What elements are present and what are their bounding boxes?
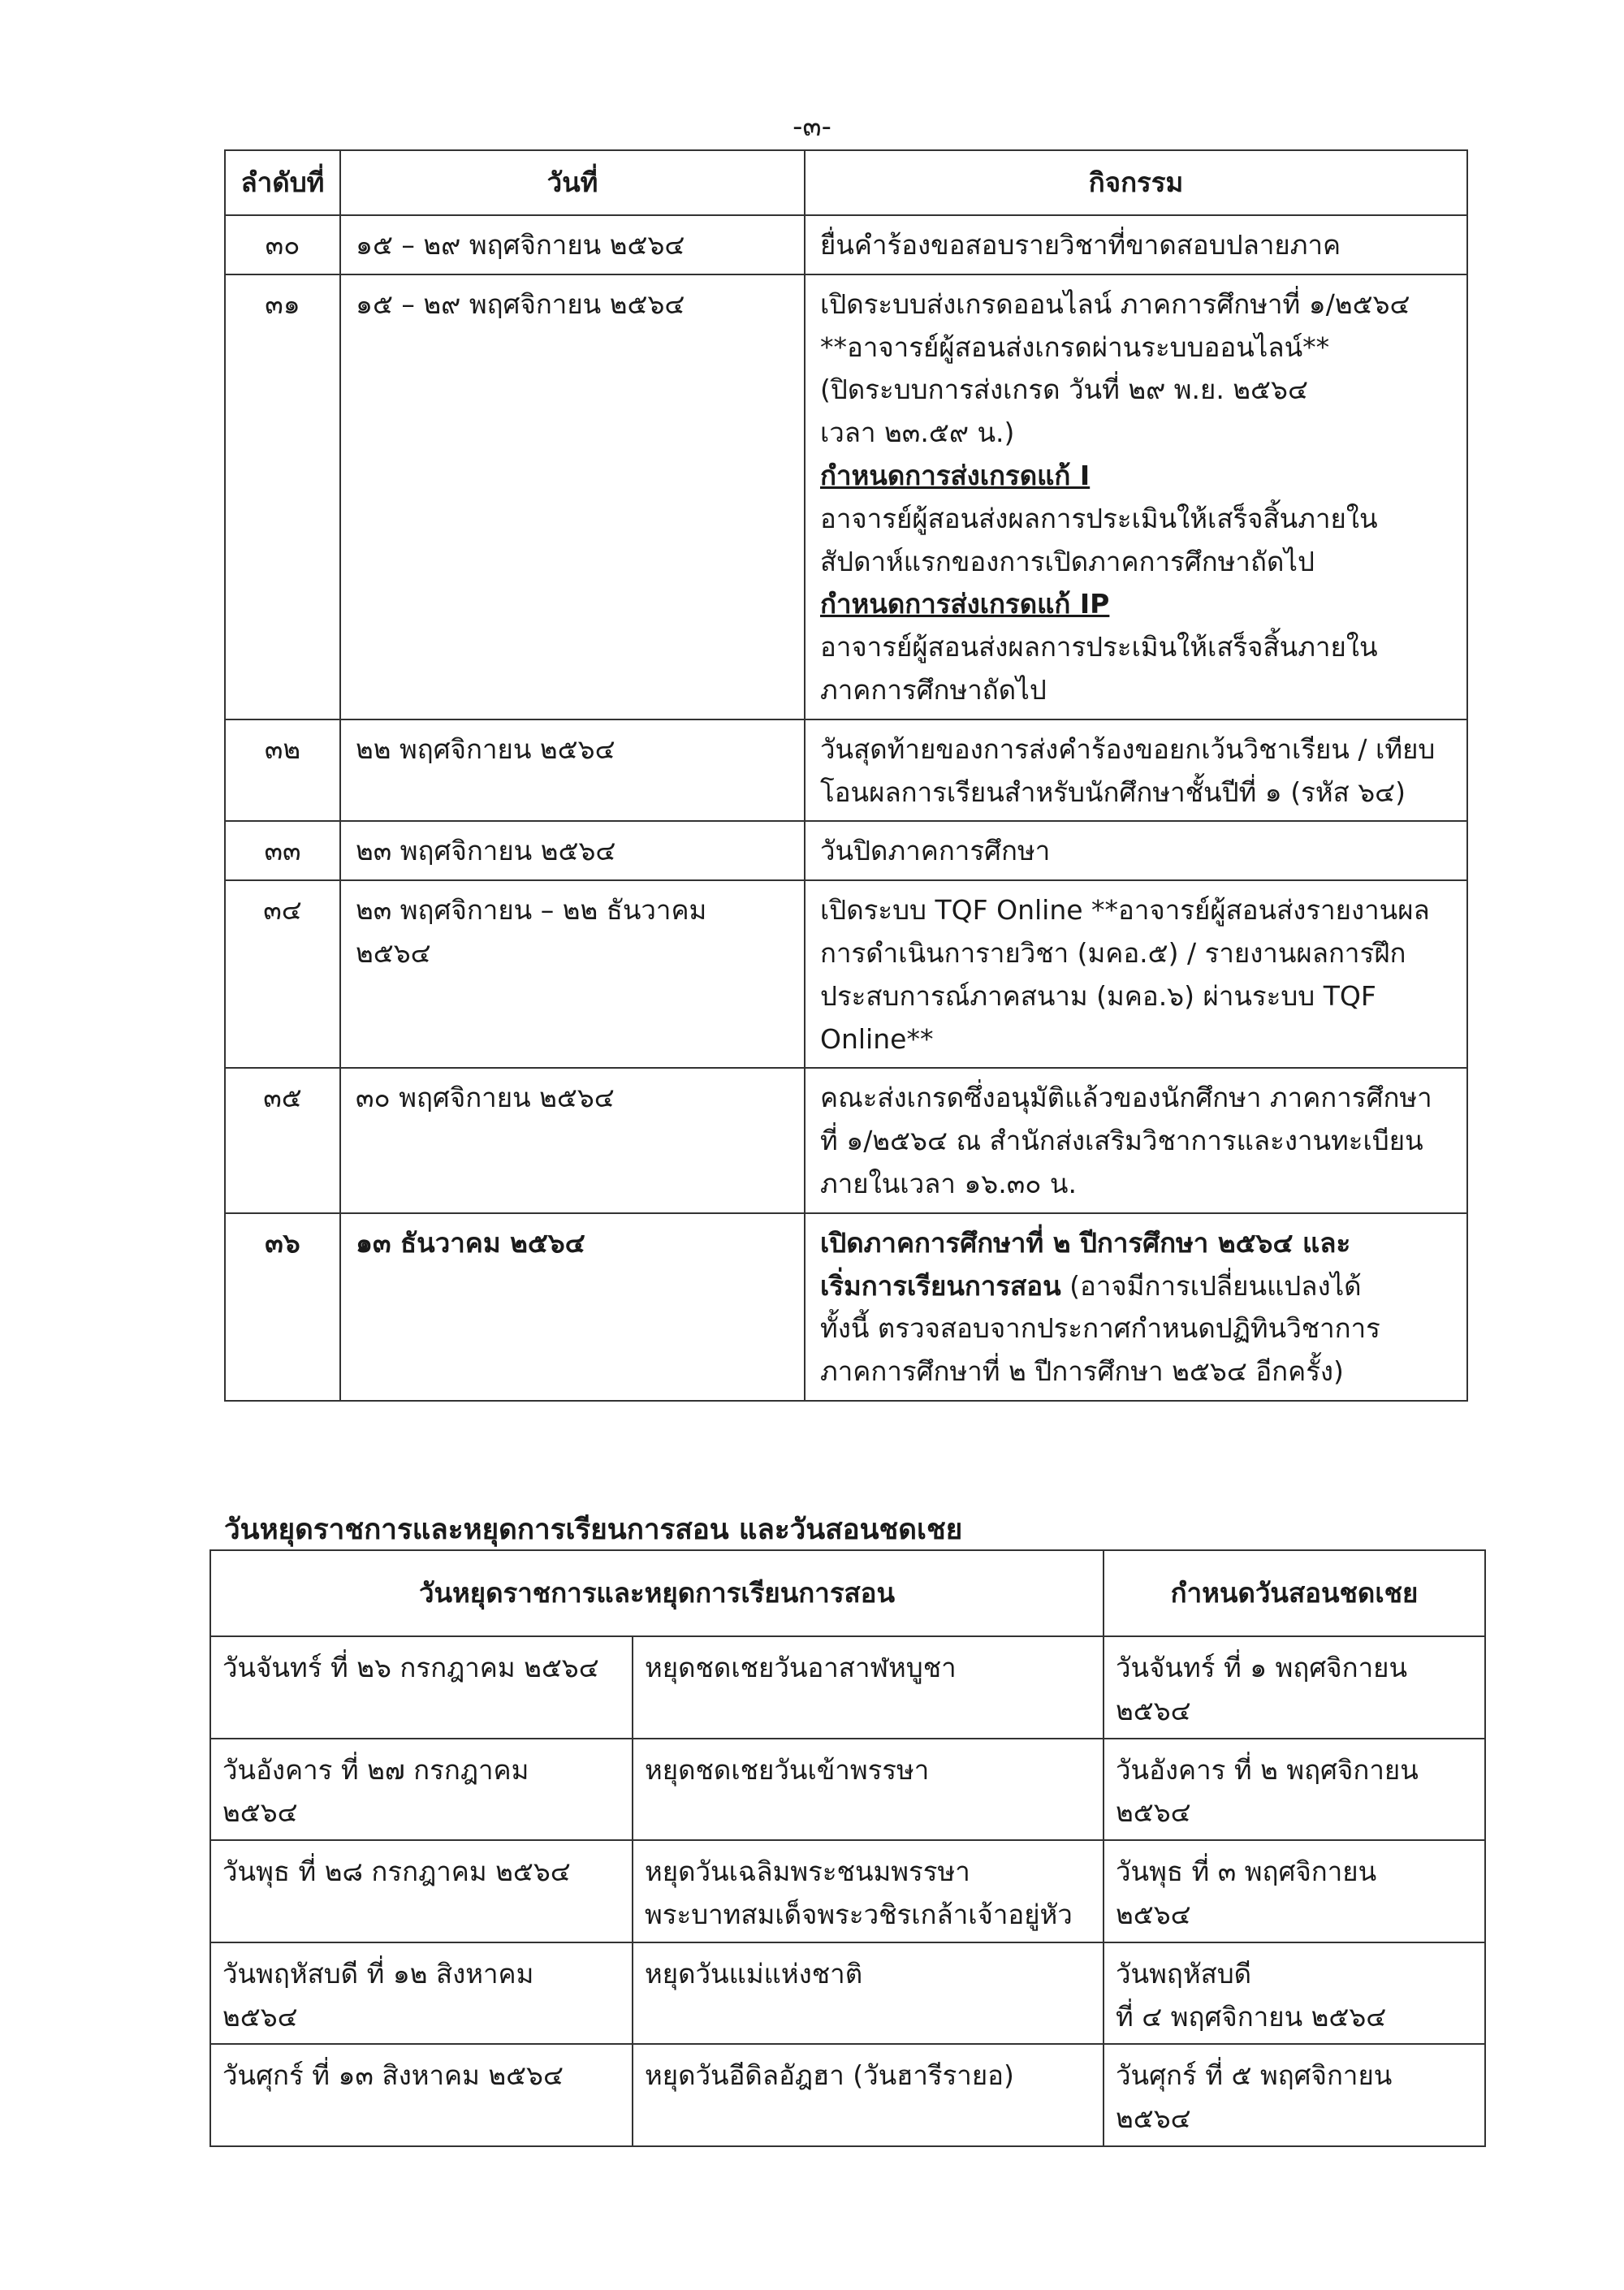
makeup-line: ๒๕๖๔ bbox=[1116, 1694, 1191, 1726]
header-date: วันที่ bbox=[340, 150, 805, 215]
row-activity bbox=[805, 1213, 1467, 1401]
activity-line: คณะส่งเกรดซึ่งอนุมัติแล้วของนักศึกษา ภาคการศึกษา bbox=[820, 1082, 1432, 1114]
activity-line: สัปดาห์แรกของการเปิดภาคการศึกษาถัดไป bbox=[820, 545, 1315, 577]
holiday-reason bbox=[633, 1942, 1104, 2045]
activity-line bbox=[820, 1265, 1455, 1308]
table-header-row bbox=[210, 1550, 1485, 1636]
activity-line: (ปิดระบบการส่งเกรด วันที่ ๒๙ พ.ย. ๒๕๖๔ bbox=[820, 374, 1308, 406]
table-row bbox=[225, 274, 1467, 719]
activity-line: เวลา ๒๓.๕๙ น.) bbox=[820, 417, 1015, 449]
row-date: ๑๓ ธันวาคม ๒๕๖๔ bbox=[340, 1213, 805, 1401]
activity-line: ทั้งนี้ ตรวจสอบจากประกาศกำหนดปฏิทินวิชาการ bbox=[820, 1312, 1380, 1345]
row-no: ๓๖ bbox=[225, 1213, 340, 1401]
makeup-line: ๒๕๖๔ bbox=[1116, 2102, 1191, 2135]
activity-line: อาจารย์ผู้สอนส่งผลการประเมินให้เสร็จสิ้นภายใน bbox=[820, 502, 1378, 534]
reason-line: หยุดวันเฉลิมพระชนมพรรษา bbox=[645, 1856, 970, 1888]
row-no: ๓๒ bbox=[225, 719, 340, 822]
table-row bbox=[210, 2044, 1485, 2146]
table-row bbox=[225, 215, 1467, 274]
header-holiday: วันหยุดราชการและหยุดการเรียนการสอน bbox=[210, 1550, 1104, 1636]
bold-start: เริ่มการเรียนการสอน bbox=[820, 1269, 1061, 1302]
activity-line: อาจารย์ผู้สอนส่งผลการประเมินให้เสร็จสิ้นภายใน bbox=[820, 631, 1378, 663]
holiday-reason bbox=[633, 1739, 1104, 1841]
table-row bbox=[225, 1068, 1467, 1212]
activity-line: โอนผลการเรียนสำหรับนักศึกษาชั้นปีที่ ๑ (รหัส ๖๔) bbox=[820, 776, 1406, 808]
holiday-date bbox=[210, 1840, 633, 1942]
table-header-row bbox=[225, 150, 1467, 215]
makeup-line: วันศุกร์ ที่ ๕ พฤศจิกายน bbox=[1116, 2059, 1393, 2092]
holiday-date bbox=[210, 1636, 633, 1739]
activity-line: ภายในเวลา ๑๖.๓๐ น. bbox=[820, 1167, 1077, 1199]
activity-line: เปิดภาคการศึกษาที่ ๒ ปีการศึกษา ๒๕๖๔ และ bbox=[820, 1226, 1351, 1259]
reason-line: หยุดวันแม่แห่งชาติ bbox=[645, 1957, 863, 1990]
row-date bbox=[340, 880, 805, 1068]
reason-line: หยุดวันอีดิลอัฎฮา (วันฮารีรายอ) bbox=[645, 2059, 1014, 2092]
makeup-line: ๒๕๖๔ bbox=[1116, 1898, 1191, 1930]
holiday-reason bbox=[633, 1840, 1104, 1942]
row-activity bbox=[805, 1068, 1467, 1212]
table-row bbox=[225, 719, 1467, 822]
grade-i-heading: กำหนดการส่งเกรดแก้ I bbox=[820, 459, 1091, 491]
makeup-line: ๒๕๖๔ bbox=[1116, 1796, 1191, 1829]
row-date: ๒๓ พฤศจิกายน ๒๕๖๔ bbox=[340, 821, 805, 880]
academic-schedule-table bbox=[224, 149, 1468, 1402]
activity-rest: (อาจมีการเปลี่ยนแปลงได้ bbox=[1060, 1269, 1362, 1302]
activity-line: Online** bbox=[820, 1022, 934, 1055]
date-line: วันศุกร์ ที่ ๑๓ สิงหาคม ๒๕๖๔ bbox=[222, 2059, 564, 2092]
reason-line: หยุดชดเชยวันเข้าพรรษา bbox=[645, 1753, 930, 1786]
row-date: ๒๒ พฤศจิกายน ๒๕๖๔ bbox=[340, 719, 805, 822]
header-activity: กิจกรรม bbox=[805, 150, 1467, 215]
grade-ip-heading: กำหนดการส่งเกรดแก้ IP bbox=[820, 588, 1110, 620]
row-no: ๓๔ bbox=[225, 880, 340, 1068]
row-no: ๓๐ bbox=[225, 215, 340, 274]
table-row bbox=[210, 1739, 1485, 1841]
table-row bbox=[225, 1213, 1467, 1401]
row-date: ๓๐ พฤศจิกายน ๒๕๖๔ bbox=[340, 1068, 805, 1212]
holidays-table bbox=[209, 1549, 1486, 2147]
date-line: ๒๕๖๔ bbox=[222, 1796, 298, 1829]
reason-line: หยุดชดเชยวันอาสาฬหบูชา bbox=[645, 1652, 957, 1683]
row-no: ๓๑ bbox=[225, 274, 340, 719]
date-line: ๒๓ พฤศจิกายน – ๒๒ ธันวาคม bbox=[356, 894, 707, 927]
row-date: ๑๕ – ๒๙ พฤศจิกายน ๒๕๖๔ bbox=[340, 274, 805, 719]
makeup-line: วันจันทร์ ที่ ๑ พฤศจิกายน bbox=[1116, 1652, 1408, 1683]
activity-line: เปิดระบบส่งเกรดออนไลน์ ภาคการศึกษาที่ ๑/๒๕๖๔ bbox=[820, 287, 1410, 320]
holiday-date bbox=[210, 1942, 633, 2045]
activity-line: **อาจารย์ผู้สอนส่งเกรดผ่านระบบออนไลน์** bbox=[820, 331, 1330, 363]
date-line: ๒๕๖๔ bbox=[222, 2000, 298, 2033]
makeup-date bbox=[1104, 1840, 1485, 1942]
makeup-line: วันพฤหัสบดี bbox=[1116, 1957, 1252, 1990]
row-activity bbox=[805, 821, 1467, 880]
date-line: ๒๕๖๔ bbox=[356, 936, 431, 969]
row-activity bbox=[805, 880, 1467, 1068]
activity-line: เปิดระบบ TQF Online **อาจารย์ผู้สอนส่งรายงานผล bbox=[820, 894, 1430, 927]
table-row bbox=[225, 821, 1467, 880]
table-row bbox=[210, 1942, 1485, 2045]
table-row bbox=[210, 1636, 1485, 1739]
table-row bbox=[210, 1840, 1485, 1942]
makeup-line: วันพุธ ที่ ๓ พฤศจิกายน bbox=[1116, 1856, 1377, 1888]
date-line: วันพฤหัสบดี ที่ ๑๒ สิงหาคม bbox=[222, 1957, 534, 1990]
row-activity bbox=[805, 274, 1467, 719]
activity-line: วันปิดภาคการศึกษา bbox=[820, 835, 1051, 867]
date-line: วันพุธ ที่ ๒๘ กรกฎาคม ๒๕๖๔ bbox=[222, 1856, 571, 1888]
page-number: -๓- bbox=[793, 110, 831, 143]
activity-line: ที่ ๑/๒๕๖๔ ณ สำนักส่งเสริมวิชาการและงานทะเบียน bbox=[820, 1125, 1423, 1157]
activity-line: ภาคการศึกษาที่ ๒ ปีการศึกษา ๒๕๖๔ อีกครั้ง) bbox=[820, 1355, 1344, 1388]
row-no: ๓๓ bbox=[225, 821, 340, 880]
holidays-title: วันหยุดราชการและหยุดการเรียนการสอน และวันสอนชดเชย bbox=[224, 1514, 963, 1546]
holiday-date bbox=[210, 2044, 633, 2146]
holiday-reason bbox=[633, 2044, 1104, 2146]
makeup-line: ที่ ๔ พฤศจิกายน ๒๕๖๔ bbox=[1116, 2000, 1387, 2033]
date-line: วันจันทร์ ที่ ๒๖ กรกฎาคม ๒๕๖๔ bbox=[222, 1652, 599, 1683]
makeup-date bbox=[1104, 2044, 1485, 2146]
row-no: ๓๕ bbox=[225, 1068, 340, 1212]
makeup-line: วันอังคาร ที่ ๒ พฤศจิกายน bbox=[1116, 1753, 1419, 1786]
table-row bbox=[225, 880, 1467, 1068]
row-activity bbox=[805, 719, 1467, 822]
row-date: ๑๕ – ๒๙ พฤศจิกายน ๒๕๖๔ bbox=[340, 215, 805, 274]
reason-line: พระบาทสมเด็จพระวชิรเกล้าเจ้าอยู่หัว bbox=[645, 1898, 1073, 1930]
header-no: ลำดับที่ bbox=[225, 150, 340, 215]
activity-line: ภาคการศึกษาถัดไป bbox=[820, 673, 1047, 706]
makeup-date bbox=[1104, 1739, 1485, 1841]
activity-line: ประสบการณ์ภาคสนาม (มคอ.๖) ผ่านระบบ TQF bbox=[820, 979, 1376, 1012]
activity-line: วันสุดท้ายของการส่งคำร้องขอยกเว้นวิชาเรียน / เทียบ bbox=[820, 732, 1436, 765]
date-line: วันอังคาร ที่ ๒๗ กรกฎาคม bbox=[222, 1753, 529, 1786]
holiday-date bbox=[210, 1739, 633, 1841]
makeup-date bbox=[1104, 1942, 1485, 2045]
row-activity bbox=[805, 215, 1467, 274]
makeup-date bbox=[1104, 1636, 1485, 1739]
holiday-reason bbox=[633, 1636, 1104, 1739]
header-makeup: กำหนดวันสอนชดเชย bbox=[1104, 1550, 1485, 1636]
activity-line: การดำเนินการายวิชา (มคอ.๕) / รายงานผลการฝึก bbox=[820, 936, 1406, 969]
activity-line: ยื่นคำร้องขอสอบรายวิชาที่ขาดสอบปลายภาค bbox=[820, 229, 1341, 261]
